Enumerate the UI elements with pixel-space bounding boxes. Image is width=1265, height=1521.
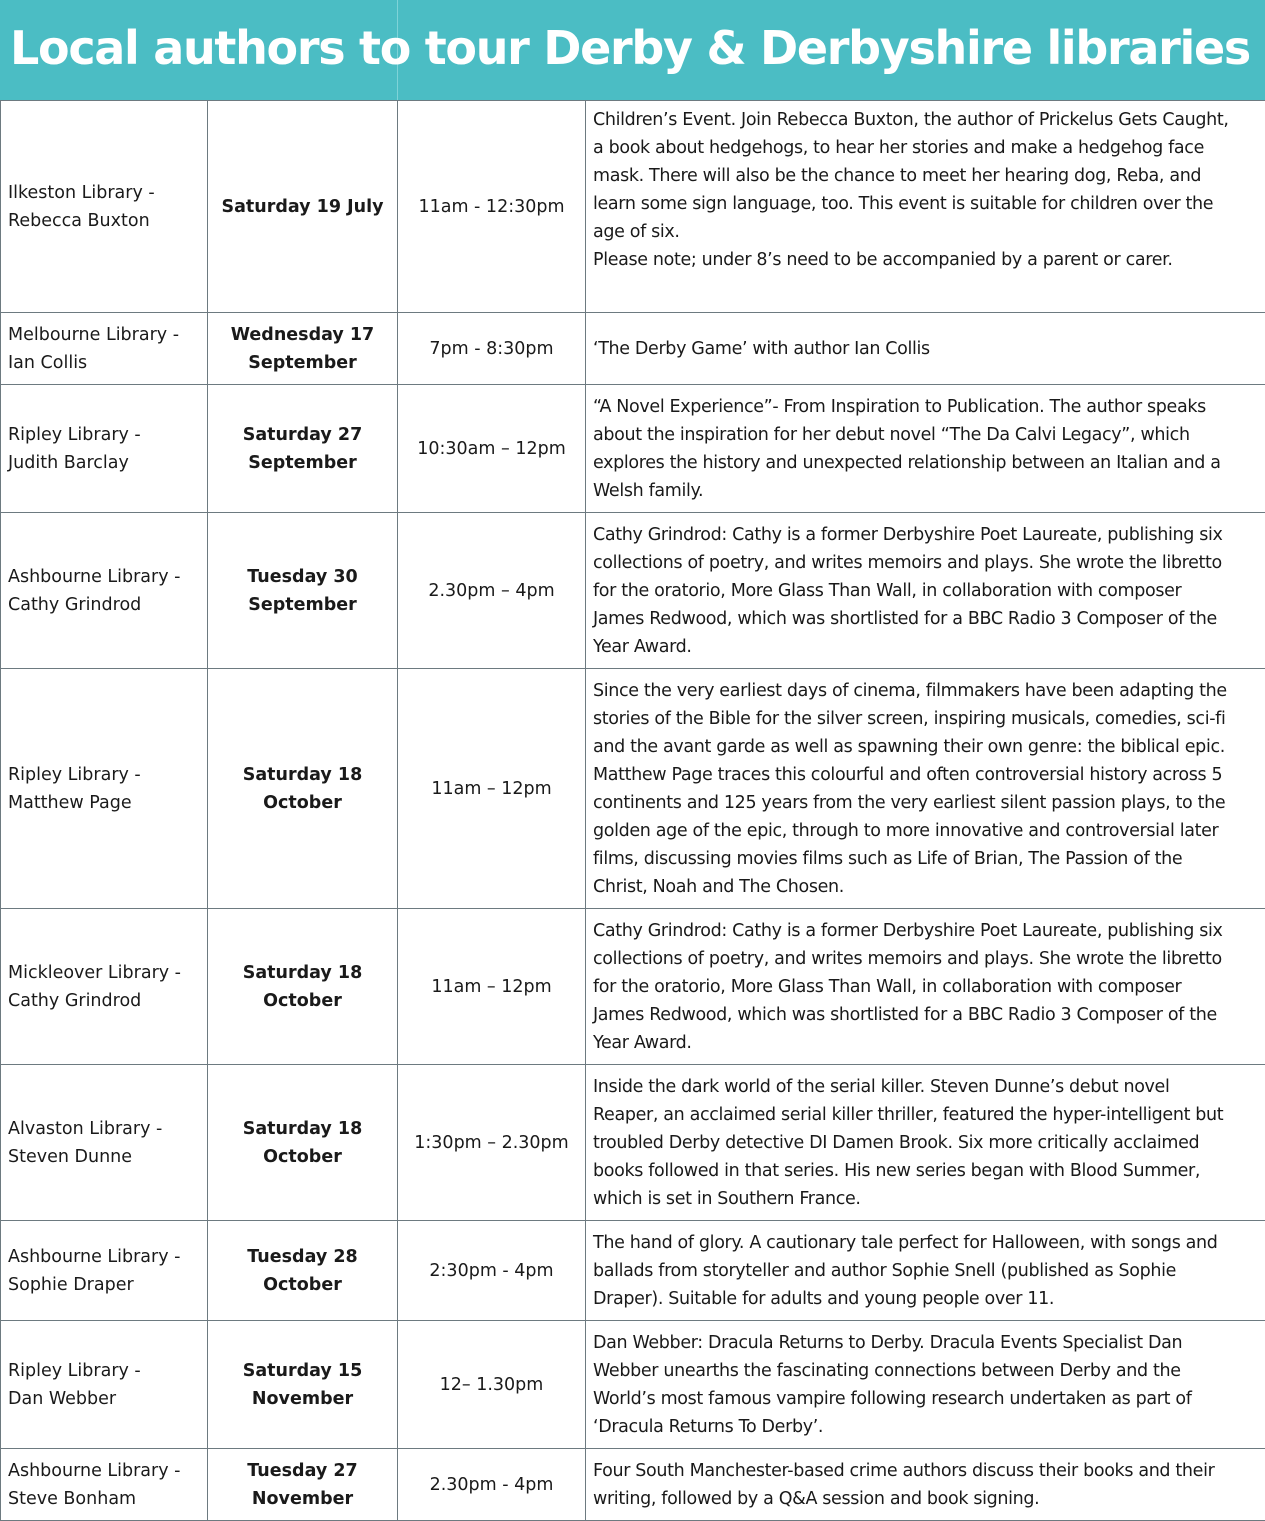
description-cell — [586, 1321, 1265, 1449]
date-cell — [208, 313, 398, 385]
time-cell: 7pm - 8:30pm — [398, 313, 586, 385]
venue-cell-line: Ashbourne Library - — [8, 1457, 200, 1485]
time-cell: 2.30pm - 4pm — [398, 1449, 586, 1521]
description-cell — [586, 313, 1265, 385]
description-cell-line: “A Novel Experience”- From Inspiration to Publication. The author speaks — [593, 393, 1258, 421]
date-cell — [208, 101, 398, 313]
description-cell-line: troubled Derby detective DI Damen Brook. Six more critically acclaimed — [593, 1129, 1258, 1157]
description-cell-line: The hand of glory. A cautionary tale perfect for Halloween, with songs and — [593, 1229, 1258, 1257]
description-cell — [586, 1065, 1265, 1221]
description-cell — [586, 513, 1265, 669]
venue-cell-line: Steven Dunne — [8, 1143, 200, 1171]
date-cell-line: Tuesday 27 — [215, 1457, 390, 1485]
description-cell — [586, 1449, 1265, 1521]
date-cell-line: November — [215, 1485, 390, 1513]
description-cell-line: Four South Manchester-based crime authors discuss their books and their — [593, 1457, 1258, 1485]
description-cell-line: Welsh family. — [593, 477, 1258, 505]
description-cell-line: Since the very earliest days of cinema, filmmakers have been adapting the — [593, 677, 1258, 705]
venue-cell-line: Cathy Grindrod — [8, 987, 200, 1015]
event-row — [1, 1221, 1265, 1321]
date-cell — [208, 1449, 398, 1521]
description-cell-line: mask. There will also be the chance to meet her hearing dog, Reba, and — [593, 162, 1258, 190]
description-cell-line: books followed in that series. His new series began with Blood Summer, — [593, 1157, 1258, 1185]
venue-cell — [1, 1449, 208, 1521]
venue-cell-line: Sophie Draper — [8, 1271, 200, 1299]
description-cell-line: Webber unearths the fascinating connections between Derby and the — [593, 1357, 1258, 1385]
time-cell: 1:30pm – 2.30pm — [398, 1065, 586, 1221]
description-cell-line: ‘Dracula Returns To Derby’. — [593, 1413, 1258, 1441]
date-cell-line: Saturday 18 — [215, 761, 390, 789]
date-cell — [208, 1321, 398, 1449]
event-row — [1, 101, 1265, 313]
venue-cell-line: Dan Webber — [8, 1385, 200, 1413]
venue-cell-line: Ripley Library - — [8, 421, 200, 449]
date-cell-line: Saturday 15 — [215, 1357, 390, 1385]
description-cell-line: collections of poetry, and writes memoirs and plays. She wrote the libretto — [593, 945, 1258, 973]
date-cell — [208, 909, 398, 1065]
date-cell-line: Tuesday 30 — [215, 563, 390, 591]
description-cell-line: golden age of the epic, through to more innovative and controversial later — [593, 817, 1258, 845]
venue-cell-line: Judith Barclay — [8, 449, 200, 477]
description-cell-line: ballads from storyteller and author Sophie Snell (published as Sophie — [593, 1257, 1258, 1285]
time-cell: 10:30am – 12pm — [398, 385, 586, 513]
description-cell-line: Please note; under 8’s need to be accompanied by a parent or carer. — [593, 246, 1258, 274]
venue-cell-line: Alvaston Library - — [8, 1115, 200, 1143]
event-row — [1, 669, 1265, 909]
description-cell-line: writing, followed by a Q&A session and book signing. — [593, 1485, 1258, 1513]
description-cell-line: Cathy Grindrod: Cathy is a former Derbyshire Poet Laureate, publishing six — [593, 521, 1258, 549]
date-cell — [208, 385, 398, 513]
date-cell — [208, 669, 398, 909]
description-cell — [586, 1221, 1265, 1321]
description-cell-line: films, discussing movies films such as Life of Brian, The Passion of the — [593, 845, 1258, 873]
date-cell-line: September — [215, 349, 390, 377]
venue-cell — [1, 101, 208, 313]
description-cell — [586, 385, 1265, 513]
date-cell-line: Tuesday 28 — [215, 1243, 390, 1271]
venue-cell — [1, 909, 208, 1065]
date-cell-line: September — [215, 591, 390, 619]
time-cell: 2:30pm - 4pm — [398, 1221, 586, 1321]
date-cell-line: November — [215, 1385, 390, 1413]
time-cell: 11am – 12pm — [398, 669, 586, 909]
venue-cell — [1, 513, 208, 669]
description-cell — [586, 101, 1265, 313]
venue-cell — [1, 669, 208, 909]
venue-cell-line: Cathy Grindrod — [8, 591, 200, 619]
description-cell-line: Reaper, an acclaimed serial killer thriller, featured the hyper-intelligent but — [593, 1101, 1258, 1129]
description-cell-line: a book about hedgehogs, to hear her stories and make a hedgehog face — [593, 134, 1258, 162]
description-cell-line: continents and 125 years from the very earliest silent passion plays, to the — [593, 789, 1258, 817]
description-cell-line: for the oratorio, More Glass Than Wall, in collaboration with composer — [593, 973, 1258, 1001]
description-cell-line: James Redwood, which was shortlisted for a BBC Radio 3 Composer of the — [593, 605, 1258, 633]
date-cell — [208, 1065, 398, 1221]
description-cell-line: James Redwood, which was shortlisted for a BBC Radio 3 Composer of the — [593, 1001, 1258, 1029]
venue-cell-line: Matthew Page — [8, 789, 200, 817]
event-row — [1, 385, 1265, 513]
date-cell-line: Saturday 18 — [215, 1115, 390, 1143]
description-cell-line: Inside the dark world of the serial killer. Steven Dunne’s debut novel — [593, 1073, 1258, 1101]
description-cell-line: Matthew Page traces this colourful and often controversial history across 5 — [593, 761, 1258, 789]
venue-cell-line: Ashbourne Library - — [8, 563, 200, 591]
description-cell-line: Year Award. — [593, 633, 1258, 661]
venue-cell-line: Mickleover Library - — [8, 959, 200, 987]
description-cell — [586, 669, 1265, 909]
date-cell-line: Saturday 19 July — [215, 193, 390, 221]
venue-cell — [1, 313, 208, 385]
description-cell-line: collections of poetry, and writes memoirs and plays. She wrote the libretto — [593, 549, 1258, 577]
description-cell-line: World’s most famous vampire following research undertaken as part of — [593, 1385, 1258, 1413]
date-cell-line: Saturday 18 — [215, 959, 390, 987]
venue-cell-line: Ripley Library - — [8, 1357, 200, 1385]
event-row — [1, 313, 1265, 385]
description-cell-line: and the avant garde as well as spawning their own genre: the biblical epic. — [593, 733, 1258, 761]
date-cell-line: October — [215, 789, 390, 817]
description-cell-line: which is set in Southern France. — [593, 1185, 1258, 1213]
venue-cell-line: Rebecca Buxton — [8, 207, 200, 235]
date-cell-line: October — [215, 987, 390, 1015]
time-cell: 12– 1.30pm — [398, 1321, 586, 1449]
venue-cell — [1, 1065, 208, 1221]
time-cell: 11am - 12:30pm — [398, 101, 586, 313]
events-table — [0, 100, 1265, 1521]
description-cell-line: ‘The Derby Game’ with author Ian Collis — [593, 335, 1258, 363]
date-cell-line: Wednesday 17 — [215, 321, 390, 349]
description-cell-line: Christ, Noah and The Chosen. — [593, 873, 1258, 901]
venue-cell — [1, 1221, 208, 1321]
date-cell-line: Saturday 27 — [215, 421, 390, 449]
description-cell-line: Year Award. — [593, 1029, 1258, 1057]
description-cell — [586, 909, 1265, 1065]
page-title: Local authors to tour Derby & Derbyshire libraries — [10, 18, 1250, 78]
description-cell-line: explores the history and unexpected relationship between an Italian and a — [593, 449, 1258, 477]
event-row — [1, 1321, 1265, 1449]
header-banner — [0, 0, 1265, 100]
time-cell: 11am – 12pm — [398, 909, 586, 1065]
venue-cell-line: Melbourne Library - — [8, 321, 200, 349]
time-cell: 2.30pm – 4pm — [398, 513, 586, 669]
event-row — [1, 1065, 1265, 1221]
venue-cell-line: Ashbourne Library - — [8, 1243, 200, 1271]
venue-cell-line: Steve Bonham — [8, 1485, 200, 1513]
description-cell-line: age of six. — [593, 218, 1258, 246]
venue-cell — [1, 385, 208, 513]
date-cell-line: September — [215, 449, 390, 477]
description-cell-line: for the oratorio, More Glass Than Wall, in collaboration with composer — [593, 577, 1258, 605]
event-row — [1, 513, 1265, 669]
description-cell-line: Cathy Grindrod: Cathy is a former Derbyshire Poet Laureate, publishing six — [593, 917, 1258, 945]
date-cell — [208, 1221, 398, 1321]
venue-cell-line: Ripley Library - — [8, 761, 200, 789]
event-row — [1, 909, 1265, 1065]
description-cell-line: Draper). Suitable for adults and young people over 11. — [593, 1285, 1258, 1313]
venue-cell — [1, 1321, 208, 1449]
date-cell — [208, 513, 398, 669]
date-cell-line: October — [215, 1143, 390, 1171]
venue-cell-line: Ilkeston Library - — [8, 179, 200, 207]
date-cell-line: October — [215, 1271, 390, 1299]
description-cell-line: stories of the Bible for the silver screen, inspiring musicals, comedies, sci-fi — [593, 705, 1258, 733]
description-cell-line: about the inspiration for her debut novel “The Da Calvi Legacy”, which — [593, 421, 1258, 449]
description-cell-line: Children’s Event. Join Rebecca Buxton, the author of Prickelus Gets Caught, — [593, 106, 1258, 134]
event-row — [1, 1449, 1265, 1521]
venue-cell-line: Ian Collis — [8, 349, 200, 377]
description-cell-line: Dan Webber: Dracula Returns to Derby. Dracula Events Specialist Dan — [593, 1329, 1258, 1357]
events-table-body — [1, 101, 1265, 1521]
description-cell-line: learn some sign language, too. This event is suitable for children over the — [593, 190, 1258, 218]
